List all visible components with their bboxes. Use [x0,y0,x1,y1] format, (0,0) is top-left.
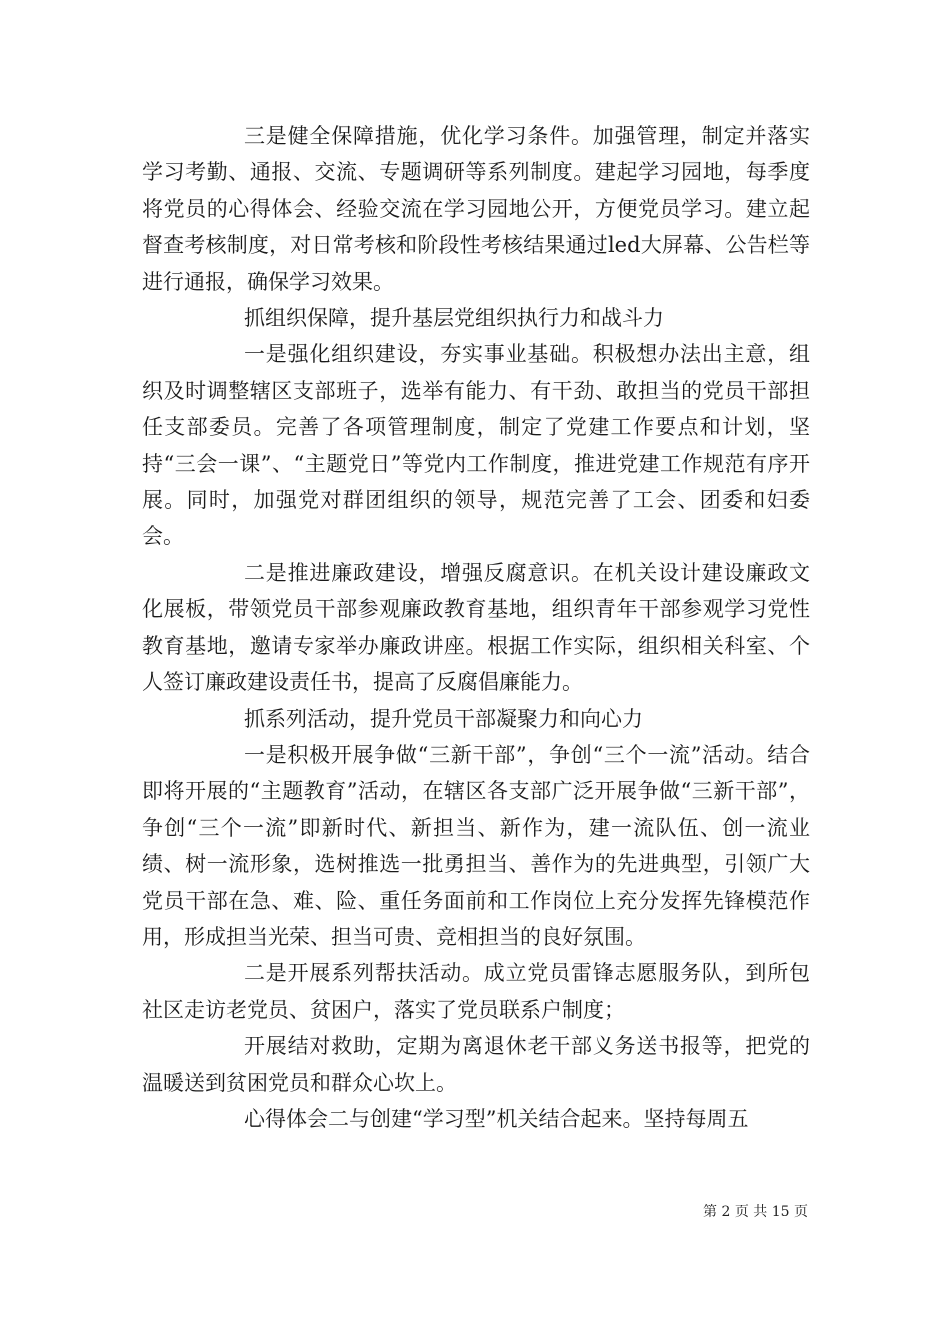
section-heading-organization: 抓组织保障，提升基层党组织执行力和战斗力 [244,306,664,331]
page-number-footer: 第 2 页 共 15 页 [703,1204,808,1220]
paragraph-learning-organization: 心得体会二与创建“学习型”机关结合起来。坚持每周五 [244,1106,749,1131]
section-heading-activities: 抓系列活动，提升党员干部凝聚力和向心力 [244,706,643,731]
paragraph-safeguard-measures: 三是健全保障措施，优化学习条件。加强管理，制定并落实学习考勤、通报、交流、专题调研等系列制度。建起学习园地，每季度将党员的心得体会、经验交流在学习园地公开，方便党员学习。建立起督查考核制度，对日常考核和阶段性考核结果通过led大屏幕、公告栏等进行通报，确保学习效果。 [142,124,810,294]
paragraph-three-new-cadres: 一是积极开展争做“三新干部”，争创“三个一流”活动。结合即将开展的“主题教育”活动，在辖区各支部广泛开展争做“三新干部”，争创“三个一流”即新时代、新担当、新作为，建一流队伍、创一流业绩、树一流形象，选树推选一批勇担当、善作为的先进典型，引领广大党员干部在急、难、险、重任务面前和工作岗位上充分发挥先锋模范作用，形成担当光荣、担当可贵、竞相担当的良好氛围。 [142,742,810,949]
paragraph-assistance-activities: 二是开展系列帮扶活动。成立党员雷锋志愿服务队，到所包社区走访老党员、贫困户，落实了党员联系户制度； [142,961,810,1022]
paragraph-organization-building: 一是强化组织建设，夯实事业基础。积极想办法出主意，组织及时调整辖区支部班子，选举有能力、有干劲、敢担当的党员干部担任支部委员。完善了各项管理制度，制定了党建工作要点和计划，坚持“三会一课”、“主题党日”等党内工作制度，推进党建工作规范有序开展。同时，加强党对群团组织的领导，规范完善了工会、团委和妇委会。 [142,342,810,549]
paragraph-pairing-assistance: 开展结对救助，定期为离退休老干部义务送书报等，把党的温暖送到贫困党员和群众心坎上。 [142,1034,810,1095]
document-body [142,118,810,1137]
paragraph-integrity-building: 二是推进廉政建设，增强反腐意识。在机关设计建设廉政文化展板，带领党员干部参观廉政教育基地，组织青年干部参观学习党性教育基地，邀请专家举办廉政讲座。根据工作实际，组织相关科室、个人签订廉政建设责任书，提高了反腐倡廉能力。 [142,560,810,695]
